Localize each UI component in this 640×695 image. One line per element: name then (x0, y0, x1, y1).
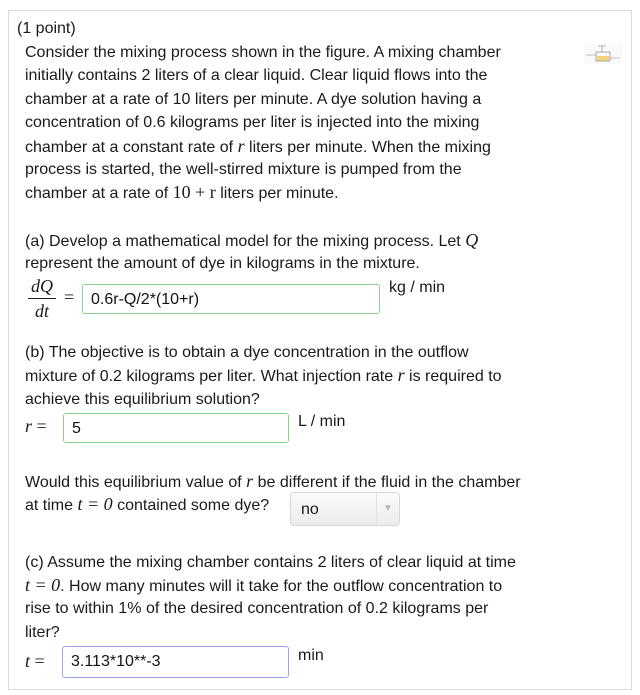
part-b-text: achieve this equilibrium solution? (25, 391, 260, 408)
part-b-question: at time t = 0 contained some dye? (25, 494, 270, 514)
intro-line: initially contains 2 liters of a clear liquid. Clear liquid flows into the (25, 67, 488, 84)
dye-effect-select[interactable] (290, 492, 400, 526)
part-a-text: (a) Develop a mathematical model for the mixing process. Let Q (25, 230, 479, 250)
intro-line: process is started, the well-stirred mixture is pumped from the (25, 161, 462, 178)
points-label: (1 point) (17, 20, 76, 37)
select-value: no (301, 501, 319, 518)
intro-line: concentration of 0.6 kilograms per liter is injected into the mixing (25, 114, 480, 131)
intro-line: chamber at a rate of 10 liters per minute. A dye solution having a (25, 91, 482, 108)
unit-label: kg / min (389, 279, 446, 296)
part-b-text: (b) The objective is to obtain a dye concentration in the outflow (25, 344, 469, 361)
unit-label: L / min (298, 413, 346, 430)
intro-line: chamber at a rate of 10 + r liters per minute. (25, 182, 339, 202)
chevron-down-icon: ▼ (376, 493, 399, 525)
unit-label: min (298, 647, 324, 664)
intro-line: Consider the mixing process shown in the figure. A mixing chamber (25, 44, 501, 61)
equals-sign: = (64, 287, 75, 307)
r-equals: r = (25, 416, 47, 436)
intro-line: chamber at a constant rate of r liters per minute. When the mixing (25, 136, 491, 156)
part-a-text: represent the amount of dye in kilograms in the mixture. (25, 255, 420, 272)
part-c-text: (c) Assume the mixing chamber contains 2 liters of clear liquid at time (25, 554, 516, 571)
part-b-question: Would this equilibrium value of r be different if the fluid in the chamber (25, 471, 521, 491)
t-answer-input[interactable]: 3.113*10**-3 (62, 646, 289, 678)
part-b-text: mixture of 0.2 kilograms per liter. What injection rate r is required to (25, 365, 502, 385)
dqdt-answer-input[interactable]: 0.6r-Q/2*(10+r) (82, 284, 380, 314)
fraction-numerator: dQ (31, 276, 53, 296)
part-c-text: t = 0. How many minutes will it take for the outflow concentration to (25, 575, 503, 595)
figure-thumbnail-icon[interactable] (584, 44, 622, 64)
r-answer-input[interactable]: 5 (63, 413, 289, 443)
rate-expression: 10 + r (172, 182, 216, 202)
t-equals: t = (25, 651, 45, 671)
derivative-fraction (28, 276, 56, 321)
part-c-text: rise to within 1% of the desired concentration of 0.2 kilograms per (25, 600, 489, 617)
part-c-text: liter? (25, 624, 60, 641)
fraction-denominator: dt (34, 301, 49, 321)
